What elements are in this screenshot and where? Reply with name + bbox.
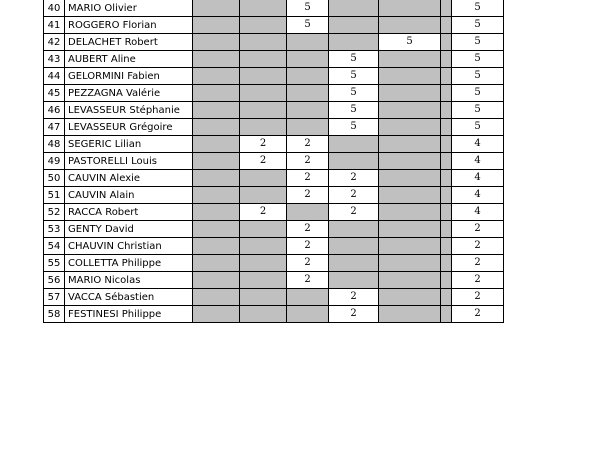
total-points-cell: 5 [452,17,504,34]
table-row [44,85,504,102]
rank-cell: 40 [44,0,65,17]
total-points-cell: 5 [452,0,504,17]
event-e1-points-cell [193,136,240,153]
table-row [44,255,504,272]
event-e3-points-cell [287,306,329,323]
event-e5-points-cell [379,102,441,119]
separator-cell [441,0,452,17]
event-e3-points-cell [287,102,329,119]
event-e1-points-cell [193,68,240,85]
event-e2-points-cell [240,119,287,136]
separator-cell [441,102,452,119]
total-points-cell: 5 [452,119,504,136]
total-points-cell: 2 [452,255,504,272]
event-e2-points-cell [240,255,287,272]
event-e5-points-cell [379,272,441,289]
total-points-cell: 5 [452,85,504,102]
event-e2-points-cell [240,238,287,255]
rank-cell: 54 [44,238,65,255]
player-name-cell: GELORMINI Fabien [65,68,193,85]
event-e5-points-cell [379,255,441,272]
total-points-cell: 2 [452,272,504,289]
event-e1-points-cell [193,17,240,34]
event-e1-points-cell [193,85,240,102]
event-e2-points-cell [240,221,287,238]
separator-cell [441,34,452,51]
player-name-cell: CAUVIN Alain [65,187,193,204]
event-e1-points-cell [193,272,240,289]
total-points-cell: 5 [452,51,504,68]
separator-cell [441,51,452,68]
rank-cell: 45 [44,85,65,102]
separator-cell [441,68,452,85]
event-e4-points-cell [329,153,379,170]
event-e3-points-cell [287,68,329,85]
rank-cell: 58 [44,306,65,323]
table-row [44,238,504,255]
total-points-cell: 4 [452,204,504,221]
event-e1-points-cell [193,204,240,221]
total-points-cell: 2 [452,306,504,323]
player-name-cell: PEZZAGNA Valérie [65,85,193,102]
player-name-cell: DELACHET Robert [65,34,193,51]
event-e3-points-cell: 2 [287,221,329,238]
event-e4-points-cell: 5 [329,68,379,85]
rank-cell: 56 [44,272,65,289]
table-row [44,306,504,323]
event-e4-points-cell [329,0,379,17]
event-e5-points-cell [379,153,441,170]
separator-cell [441,306,452,323]
event-e3-points-cell [287,119,329,136]
separator-cell [441,238,452,255]
event-e2-points-cell [240,289,287,306]
event-e3-points-cell: 2 [287,153,329,170]
event-e3-points-cell: 2 [287,136,329,153]
event-e4-points-cell: 5 [329,85,379,102]
rank-cell: 53 [44,221,65,238]
player-name-cell: MARIO Nicolas [65,272,193,289]
table-row [44,153,504,170]
player-name-cell: GENTY David [65,221,193,238]
event-e3-points-cell [287,289,329,306]
event-e5-points-cell [379,170,441,187]
separator-cell [441,187,452,204]
ranking-table-body [44,0,504,323]
event-e1-points-cell [193,0,240,17]
table-row [44,187,504,204]
event-e5-points-cell [379,136,441,153]
event-e3-points-cell [287,34,329,51]
player-name-cell: FESTINESI Philippe [65,306,193,323]
player-name-cell: CHAUVIN Christian [65,238,193,255]
event-e2-points-cell [240,85,287,102]
rank-cell: 42 [44,34,65,51]
event-e5-points-cell [379,51,441,68]
event-e4-points-cell [329,272,379,289]
separator-cell [441,170,452,187]
event-e2-points-cell: 2 [240,204,287,221]
total-points-cell: 4 [452,170,504,187]
event-e5-points-cell [379,17,441,34]
player-name-cell: LEVASSEUR Stéphanie [65,102,193,119]
table-row [44,170,504,187]
event-e1-points-cell [193,306,240,323]
event-e4-points-cell [329,34,379,51]
event-e5-points-cell [379,238,441,255]
table-row [44,289,504,306]
event-e1-points-cell [193,119,240,136]
event-e3-points-cell: 2 [287,170,329,187]
separator-cell [441,221,452,238]
event-e3-points-cell [287,204,329,221]
total-points-cell: 2 [452,289,504,306]
event-e3-points-cell: 2 [287,187,329,204]
separator-cell [441,289,452,306]
event-e4-points-cell: 2 [329,306,379,323]
total-points-cell: 4 [452,153,504,170]
separator-cell [441,153,452,170]
table-row [44,0,504,17]
separator-cell [441,255,452,272]
event-e2-points-cell: 2 [240,153,287,170]
player-name-cell: SEGERIC Lilian [65,136,193,153]
ranking-table [43,0,504,323]
event-e5-points-cell [379,221,441,238]
separator-cell [441,119,452,136]
event-e5-points-cell [379,204,441,221]
event-e4-points-cell [329,136,379,153]
event-e1-points-cell [193,187,240,204]
total-points-cell: 5 [452,68,504,85]
event-e4-points-cell: 5 [329,102,379,119]
player-name-cell: LEVASSEUR Grégoire [65,119,193,136]
event-e2-points-cell [240,51,287,68]
event-e1-points-cell [193,221,240,238]
event-e4-points-cell: 5 [329,119,379,136]
table-row [44,34,504,51]
rank-cell: 41 [44,17,65,34]
event-e3-points-cell: 2 [287,255,329,272]
event-e2-points-cell: 2 [240,136,287,153]
rank-cell: 57 [44,289,65,306]
rank-cell: 48 [44,136,65,153]
event-e5-points-cell [379,119,441,136]
separator-cell [441,272,452,289]
event-e5-points-cell [379,68,441,85]
event-e1-points-cell [193,255,240,272]
player-name-cell: CAUVIN Alexie [65,170,193,187]
separator-cell [441,136,452,153]
event-e2-points-cell [240,17,287,34]
event-e5-points-cell [379,85,441,102]
event-e1-points-cell [193,238,240,255]
event-e3-points-cell: 5 [287,0,329,17]
event-e3-points-cell: 2 [287,272,329,289]
separator-cell [441,85,452,102]
event-e1-points-cell [193,34,240,51]
event-e1-points-cell [193,170,240,187]
rank-cell: 44 [44,68,65,85]
total-points-cell: 2 [452,238,504,255]
table-row [44,221,504,238]
separator-cell [441,204,452,221]
total-points-cell: 5 [452,34,504,51]
event-e4-points-cell [329,238,379,255]
rank-cell: 49 [44,153,65,170]
total-points-cell: 4 [452,136,504,153]
event-e3-points-cell: 5 [287,17,329,34]
event-e4-points-cell [329,17,379,34]
event-e2-points-cell [240,187,287,204]
table-row [44,204,504,221]
table-row [44,17,504,34]
total-points-cell: 4 [452,187,504,204]
separator-cell [441,17,452,34]
event-e1-points-cell [193,289,240,306]
event-e4-points-cell [329,255,379,272]
table-row [44,51,504,68]
event-e1-points-cell [193,102,240,119]
player-name-cell: MARIO Olivier [65,0,193,17]
player-name-cell: PASTORELLI Louis [65,153,193,170]
rank-cell: 55 [44,255,65,272]
rank-cell: 43 [44,51,65,68]
rank-cell: 47 [44,119,65,136]
player-name-cell: ROGGERO Florian [65,17,193,34]
event-e5-points-cell [379,187,441,204]
rank-cell: 46 [44,102,65,119]
event-e3-points-cell: 2 [287,238,329,255]
table-row [44,272,504,289]
event-e4-points-cell [329,221,379,238]
event-e2-points-cell [240,0,287,17]
table-row [44,119,504,136]
event-e2-points-cell [240,272,287,289]
player-name-cell: RACCA Robert [65,204,193,221]
event-e4-points-cell: 2 [329,170,379,187]
player-name-cell: VACCA Sébastien [65,289,193,306]
event-e4-points-cell: 5 [329,51,379,68]
event-e3-points-cell [287,85,329,102]
player-name-cell: COLLETTA Philippe [65,255,193,272]
event-e2-points-cell [240,102,287,119]
total-points-cell: 2 [452,221,504,238]
rank-cell: 52 [44,204,65,221]
event-e4-points-cell: 2 [329,204,379,221]
table-row [44,68,504,85]
event-e2-points-cell [240,68,287,85]
event-e5-points-cell [379,306,441,323]
event-e1-points-cell [193,153,240,170]
event-e4-points-cell: 2 [329,289,379,306]
event-e5-points-cell [379,289,441,306]
event-e2-points-cell [240,34,287,51]
event-e1-points-cell [193,51,240,68]
table-row [44,102,504,119]
event-e2-points-cell [240,170,287,187]
event-e5-points-cell: 5 [379,34,441,51]
rank-cell: 50 [44,170,65,187]
player-name-cell: AUBERT Aline [65,51,193,68]
total-points-cell: 5 [452,102,504,119]
rank-cell: 51 [44,187,65,204]
event-e4-points-cell: 2 [329,187,379,204]
table-row [44,136,504,153]
event-e5-points-cell [379,0,441,17]
event-e3-points-cell [287,51,329,68]
event-e2-points-cell [240,306,287,323]
